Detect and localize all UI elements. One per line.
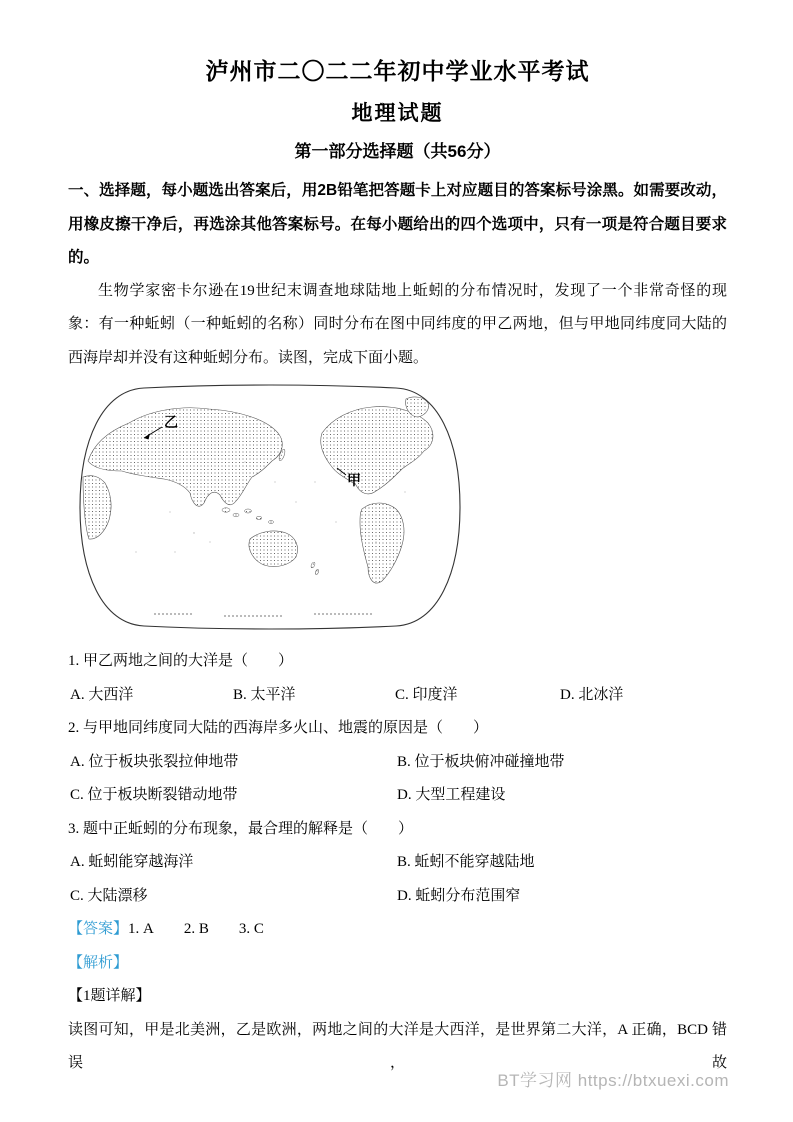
exam-subtitle: 地理试题 [351, 102, 444, 125]
questions-section [68, 645, 727, 913]
question-3 [68, 813, 727, 914]
watermark-text: BT学习网 https://btxuexi.com [497, 1071, 729, 1090]
map-continent-africa-partial [83, 476, 111, 539]
question-3-options-row-1 [68, 846, 727, 880]
answer-row [68, 913, 727, 947]
question-1-option-a: A. 大西洋 [70, 686, 134, 703]
question-2-stem: 2. 与甲地同纬度同大陆的西海岸多火山、地震的原因是（ ） [68, 720, 489, 736]
map-indonesia-islands [222, 508, 273, 524]
map-continent-north-america [321, 407, 433, 494]
question-1-stem: 1. 甲乙两地之间的大洋是（ ） [68, 653, 294, 669]
analysis-text: 读图可知，甲是北美洲，乙是欧洲，两地之间的大洋是大西洋，是世界第二大洋，A 正确，BCD 错误，故 [68, 1021, 727, 1071]
question-2-option-d: D. 大型工程建设 [397, 787, 506, 803]
answer-label: 【答案】 [68, 921, 129, 937]
question-1-option-c: C. 印度洋 [395, 686, 458, 703]
instructions-paragraph: 一、选择题，每小题选出答案后，用2B铅笔把答题卡上对应题目的答案标号涂黑。如需要改动，用橡皮擦干净后，再选涂其他答案标号。在每小题给出的四个选项中，只有一项是符合题目要求的。 [68, 182, 727, 266]
question-2 [68, 712, 727, 813]
question-2-options-row-2 [68, 779, 727, 813]
map-continent-australia [249, 531, 298, 567]
question-3-option-d: D. 蚯蚓分布范围窄 [397, 887, 521, 904]
world-map-figure [74, 381, 466, 633]
map-continent-south-america [360, 503, 404, 583]
map-new-zealand [310, 562, 319, 575]
detail-heading: 【1题详解】 [68, 988, 151, 1004]
question-3-options-row-2 [68, 880, 727, 914]
question-3-option-c: C. 大陆漂移 [70, 887, 148, 904]
exam-header [68, 56, 727, 164]
map-continent-eurasia [88, 408, 282, 506]
question-1-option-d: D. 北冰洋 [560, 686, 624, 703]
question-1-option-b: B. 太平洋 [233, 686, 296, 703]
analysis-row [68, 947, 727, 981]
question-2-option-b: B. 位于板块俯冲碰撞地带 [397, 753, 565, 770]
map-antarctica-dashes [154, 614, 374, 616]
map-label-yi: 乙 [164, 414, 178, 430]
detail-heading-row [68, 980, 727, 1014]
analysis-label: 【解析】 [68, 954, 129, 971]
map-label-jia: 甲 [347, 472, 361, 488]
question-2-option-c: C. 位于板块断裂错动地带 [70, 787, 238, 803]
section-heading: 第一部分选择题（共56分） [294, 142, 501, 161]
question-3-option-b: B. 蚯蚓不能穿越陆地 [397, 854, 535, 870]
question-1 [68, 645, 727, 712]
question-2-options-row-1 [68, 746, 727, 780]
question-3-stem: 3. 题中正蚯蚓的分布现象，最合理的解释是（ ） [68, 820, 414, 837]
question-2-option-a: A. 位于板块张裂拉伸地带 [70, 753, 239, 770]
passage-paragraph: 生物学家密卡尔逊在19世纪末调查地球陆地上蚯蚓的分布情况时，发现了一个非常奇怪的现象：有一种蚯蚓（一种蚯蚓的名称）同时分布在图中同纬度的甲乙两地，但与甲地同纬度同大陆的西海岸却并没有这种蚯蚓分布。读图，完成下面小题。 [68, 282, 727, 366]
exam-title: 泸州市二〇二二年初中学业水平考试 [205, 58, 590, 84]
question-3-option-a: A. 蚯蚓能穿越海洋 [70, 854, 194, 870]
world-map [74, 381, 466, 633]
question-1-options [68, 679, 727, 713]
answer-values: 1. A 2. B 3. C [128, 921, 264, 937]
